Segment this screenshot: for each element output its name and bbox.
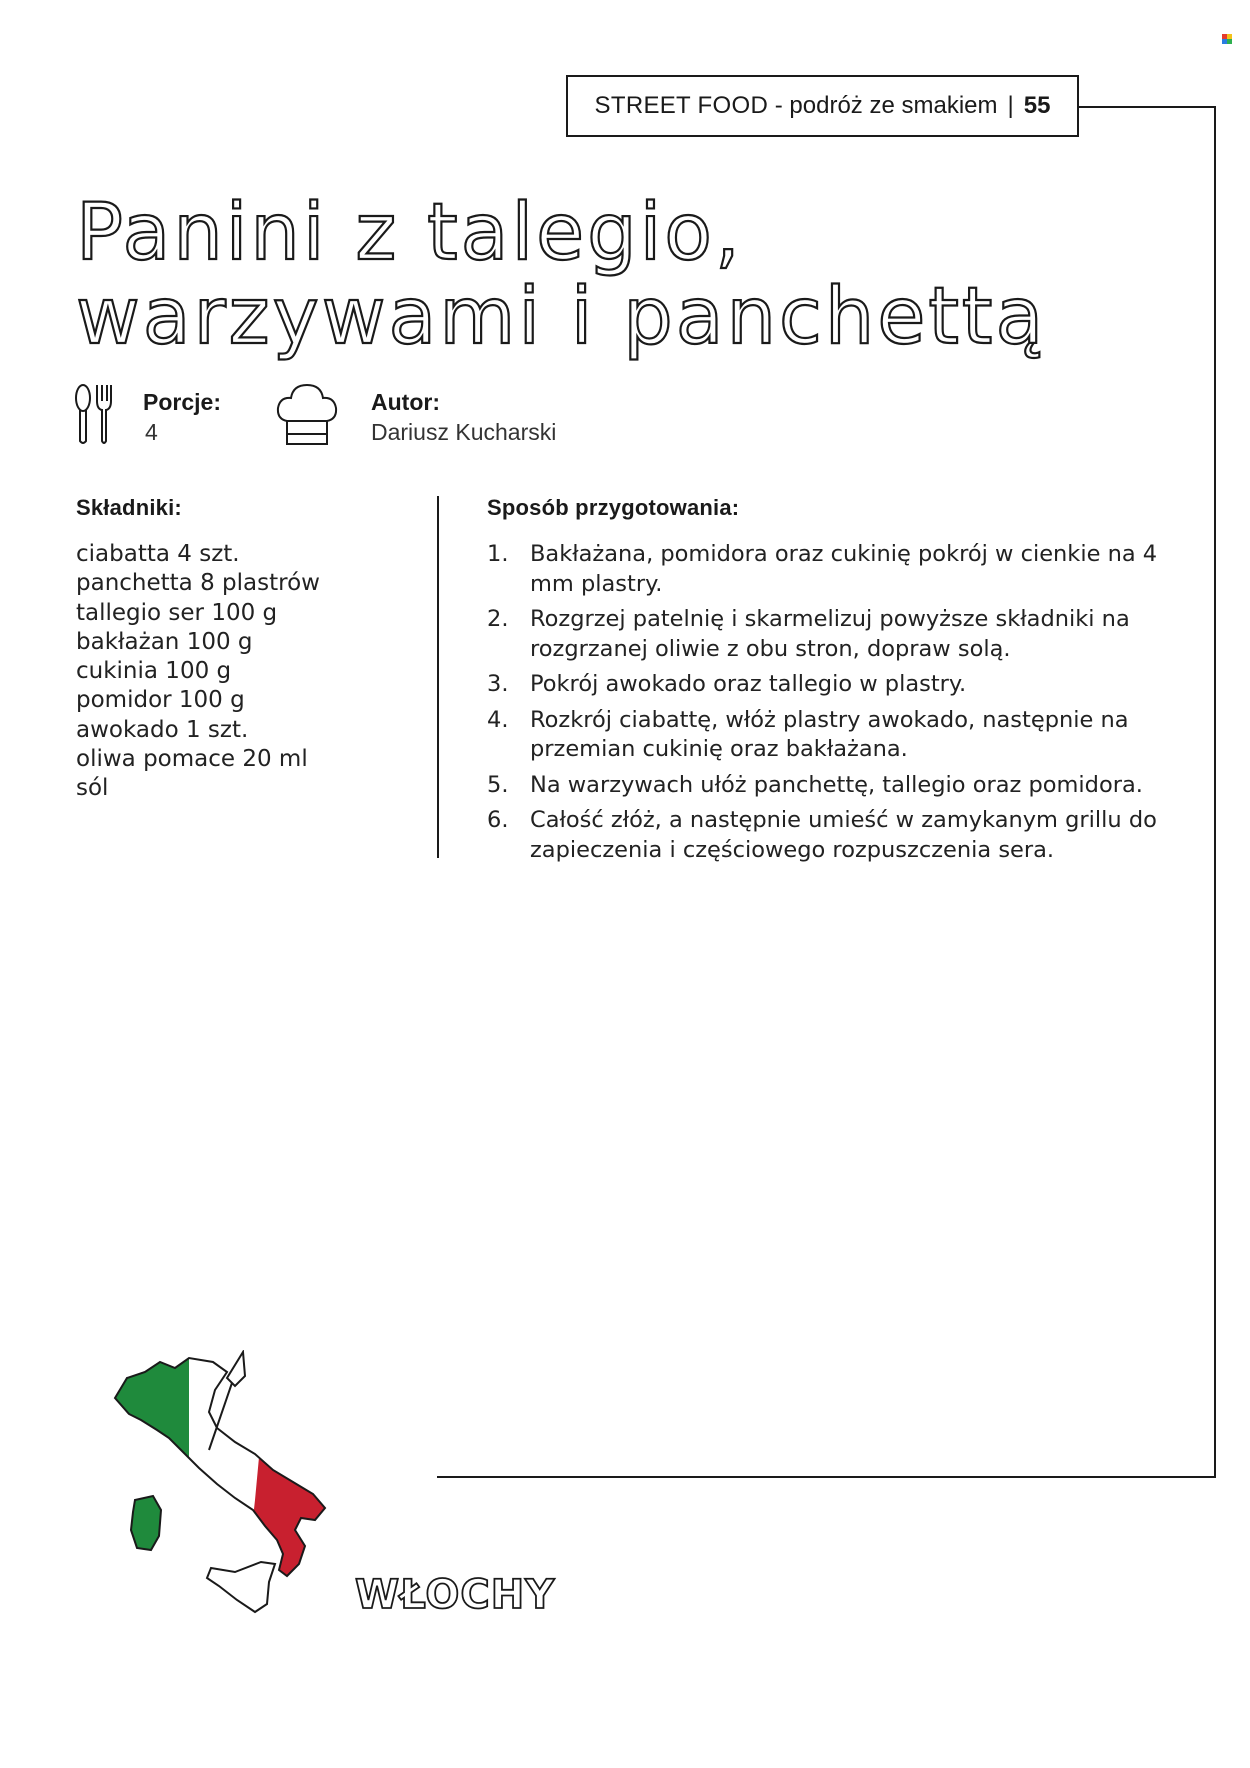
ingredient-item: awokado 1 szt. — [76, 716, 249, 743]
step-number: 2. — [487, 606, 509, 632]
italy-flag-map-icon — [105, 1350, 335, 1620]
ingredient-item: sól — [76, 775, 109, 802]
method-step — [485, 670, 1175, 700]
servings-value: 4 — [145, 419, 158, 445]
frame-bottom-line — [437, 1476, 1216, 1478]
header-separator: | — [1007, 92, 1014, 119]
ingredients-heading: Składniki: — [76, 495, 182, 520]
method-heading: Sposób przygotowania: — [487, 495, 740, 520]
chef-hat-icon — [276, 381, 338, 447]
flag-green-band — [105, 1350, 189, 1590]
step-number: 6. — [487, 807, 509, 833]
ingredient-item: bakłażan 100 g — [76, 628, 253, 655]
method-step — [485, 806, 1175, 865]
step-text: Rozgrzej patelnię i skarmelizuj powyższe składniki na rozgrzanej oliwie z obu stron, dopraw solą. — [530, 606, 1130, 662]
method-step — [485, 706, 1175, 765]
country-label: WŁOCHY — [355, 1572, 556, 1618]
step-text: Na warzywach ułóż panchettę, tallegio oraz pomidora. — [530, 771, 1143, 798]
recipe-title-line-2: warzywami i panchettą — [76, 272, 1047, 362]
ingredient-item: tallegio ser 100 g — [76, 599, 278, 626]
method-step — [485, 771, 1175, 801]
step-number: 3. — [487, 671, 509, 697]
method-steps-list — [485, 540, 1175, 871]
servings-label: Porcje: — [143, 389, 221, 415]
cutlery-icon — [72, 383, 112, 447]
step-number: 5. — [487, 771, 509, 798]
frame-right-line — [1214, 106, 1216, 1478]
column-divider — [437, 496, 439, 858]
corner-color-marks — [1222, 34, 1232, 44]
method-step — [485, 605, 1175, 664]
frame-top-line — [1079, 106, 1215, 108]
header-section: STREET FOOD — [594, 92, 769, 119]
header-subtitle: - podróż ze smakiem — [774, 92, 998, 119]
ingredient-item: cukinia 100 g — [76, 658, 232, 685]
page-number: 55 — [1023, 92, 1051, 119]
step-text: Całość złóż, a następnie umieść w zamykanym grillu do zapieczenia i częściowego rozpuszczenia sera. — [530, 807, 1157, 863]
step-number: 1. — [487, 541, 509, 567]
step-text: Bakłażana, pomidora oraz cukinię pokrój w cienkie na 4 mm plastry. — [530, 541, 1158, 597]
method-step — [485, 540, 1175, 599]
step-text: Rozkrój ciabattę, włóż plastry awokado, następnie na przemian cukinię oraz bakłażana. — [530, 706, 1129, 762]
ingredient-item: pomidor 100 g — [76, 687, 245, 714]
ingredient-item: ciabatta 4 szt. — [76, 541, 240, 567]
step-number: 4. — [487, 706, 509, 733]
step-text: Pokrój awokado oraz tallegio w plastry. — [530, 671, 967, 697]
ingredient-item: panchetta 8 plastrów — [76, 570, 320, 597]
recipe-title-line-1: Panini z talegio, — [76, 188, 743, 278]
running-header — [566, 75, 1079, 137]
ingredient-item: oliwa pomace 20 ml — [76, 746, 308, 773]
author-value: Dariusz Kucharski — [371, 419, 557, 445]
flag-red-band — [245, 1350, 335, 1590]
ingredients-list — [76, 540, 416, 804]
author-label: Autor: — [371, 389, 440, 415]
